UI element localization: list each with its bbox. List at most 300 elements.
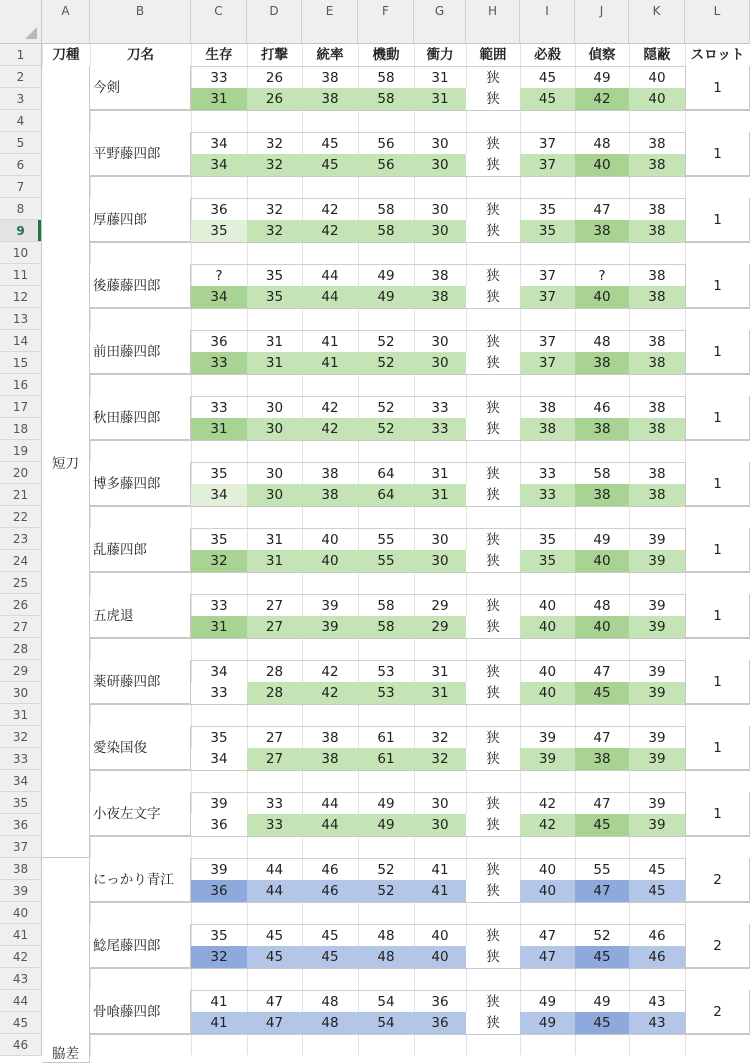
stat-cell-base[interactable]: 47 [247, 990, 302, 1012]
stat-cell-current[interactable]: 56 [358, 154, 414, 176]
stat-cell-current[interactable]: 42 [302, 220, 358, 242]
stat-cell-current[interactable]: 39 [629, 814, 685, 836]
stat-cell-base[interactable]: 31 [414, 66, 466, 88]
column-header-D[interactable]: D [247, 0, 302, 44]
stat-cell-current[interactable]: 53 [358, 682, 414, 704]
stat-cell-current[interactable]: 42 [302, 682, 358, 704]
row-header-15[interactable]: 15 [0, 352, 42, 374]
stat-cell-base[interactable]: 52 [358, 858, 414, 880]
stat-cell-base[interactable]: 41 [302, 330, 358, 352]
stat-cell-base[interactable]: 30 [414, 132, 466, 154]
stat-cell-base[interactable]: 30 [247, 396, 302, 418]
stat-cell-base[interactable]: 58 [358, 66, 414, 88]
stat-cell-current[interactable]: 44 [302, 814, 358, 836]
row-header-38[interactable]: 38 [0, 858, 42, 880]
stat-cell-base[interactable]: 36 [414, 990, 466, 1012]
sword-name[interactable]: 後藤藤四郎 [90, 264, 191, 308]
stat-cell-current[interactable]: 41 [302, 352, 358, 374]
stat-cell-current[interactable]: 41 [191, 1012, 247, 1034]
stat-cell-current[interactable]: 40 [575, 550, 629, 572]
stat-cell-current[interactable]: 狭 [466, 286, 520, 308]
slot-count[interactable]: 1 [685, 66, 750, 110]
sword-name[interactable]: 厚藤四郎 [90, 198, 191, 242]
stat-cell-current[interactable]: 35 [191, 220, 247, 242]
stat-cell-base[interactable]: 35 [191, 462, 247, 484]
stat-cell-current[interactable]: 38 [629, 352, 685, 374]
stat-cell-current[interactable]: 45 [629, 880, 685, 902]
column-header-F[interactable]: F [358, 0, 414, 44]
stat-cell-base[interactable]: 38 [629, 330, 685, 352]
stat-cell-base[interactable]: 45 [302, 924, 358, 946]
stat-cell-base[interactable]: 30 [414, 198, 466, 220]
stat-cell-current[interactable]: 狭 [466, 418, 520, 440]
stat-cell-base[interactable]: ? [575, 264, 629, 286]
slot-count[interactable]: 1 [685, 528, 750, 572]
stat-cell-base[interactable]: 31 [414, 660, 466, 682]
row-header-22[interactable]: 22 [0, 506, 42, 528]
stat-cell-base[interactable]: 46 [629, 924, 685, 946]
stat-cell-base[interactable]: 狭 [466, 990, 520, 1012]
stat-cell-base[interactable]: 38 [629, 396, 685, 418]
row-header-13[interactable]: 13 [0, 308, 42, 330]
stat-cell-base[interactable]: 37 [520, 132, 575, 154]
stat-cell-current[interactable]: 45 [575, 814, 629, 836]
stat-cell-base[interactable]: 31 [247, 528, 302, 550]
stat-cell-current[interactable]: 38 [629, 286, 685, 308]
stat-cell-current[interactable]: 45 [575, 946, 629, 968]
row-header-42[interactable]: 42 [0, 946, 42, 968]
sword-type-wakizashi[interactable]: 脇差 [42, 858, 90, 1063]
stat-cell-current[interactable]: 37 [520, 154, 575, 176]
sword-name[interactable]: 骨喰藤四郎 [90, 990, 191, 1034]
column-header-C[interactable]: C [191, 0, 247, 44]
stat-cell-base[interactable]: 30 [247, 462, 302, 484]
stat-cell-current[interactable]: 33 [247, 814, 302, 836]
stat-cell-current[interactable]: 38 [629, 418, 685, 440]
stat-cell-current[interactable]: 47 [247, 1012, 302, 1034]
slot-count[interactable]: 1 [685, 330, 750, 374]
stat-cell-current[interactable]: 54 [358, 1012, 414, 1034]
select-all-corner[interactable] [0, 0, 42, 44]
stat-cell-current[interactable]: 29 [414, 616, 466, 638]
slot-count[interactable]: 1 [685, 198, 750, 242]
stat-cell-base[interactable]: 27 [247, 726, 302, 748]
stat-cell-current[interactable]: 31 [191, 418, 247, 440]
stat-cell-base[interactable]: 40 [414, 924, 466, 946]
stat-cell-current[interactable]: 33 [414, 418, 466, 440]
stat-cell-base[interactable]: 48 [575, 594, 629, 616]
column-header-B[interactable]: B [90, 0, 191, 44]
stat-cell-current[interactable]: 44 [302, 286, 358, 308]
stat-cell-base[interactable]: 狭 [466, 660, 520, 682]
sword-name[interactable]: 薬研藤四郎 [90, 660, 191, 704]
stat-cell-current[interactable]: 32 [191, 550, 247, 572]
row-header-43[interactable]: 43 [0, 968, 42, 990]
stat-cell-current[interactable]: 42 [575, 88, 629, 110]
stat-cell-base[interactable]: 38 [520, 396, 575, 418]
stat-cell-base[interactable]: 49 [575, 66, 629, 88]
row-header-33[interactable]: 33 [0, 748, 42, 770]
row-header-32[interactable]: 32 [0, 726, 42, 748]
stat-cell-current[interactable]: 48 [358, 946, 414, 968]
stat-cell-current[interactable]: 52 [358, 418, 414, 440]
stat-cell-current[interactable]: 狭 [466, 682, 520, 704]
stat-cell-base[interactable]: 49 [520, 990, 575, 1012]
row-header-40[interactable]: 40 [0, 902, 42, 924]
stat-cell-base[interactable]: 40 [302, 528, 358, 550]
stat-cell-current[interactable]: 30 [414, 154, 466, 176]
stat-cell-current[interactable]: 37 [520, 352, 575, 374]
stat-cell-current[interactable]: 30 [247, 418, 302, 440]
stat-cell-base[interactable]: 47 [575, 792, 629, 814]
stat-cell-base[interactable]: 狭 [466, 462, 520, 484]
stat-cell-current[interactable]: 狭 [466, 616, 520, 638]
slot-count[interactable]: 1 [685, 594, 750, 638]
column-header-J[interactable]: J [575, 0, 629, 44]
stat-cell-current[interactable]: 44 [247, 880, 302, 902]
stat-cell-base[interactable]: 52 [358, 330, 414, 352]
row-header-3[interactable]: 3 [0, 88, 42, 110]
row-header-45[interactable]: 45 [0, 1012, 42, 1034]
stat-cell-current[interactable]: 37 [520, 286, 575, 308]
stat-cell-base[interactable]: 48 [575, 330, 629, 352]
stat-cell-base[interactable]: 58 [575, 462, 629, 484]
slot-count[interactable]: 1 [685, 396, 750, 440]
stat-cell-current[interactable]: 36 [414, 1012, 466, 1034]
stat-cell-base[interactable]: ? [191, 264, 247, 286]
stat-cell-current[interactable]: 34 [191, 484, 247, 506]
stat-cell-base[interactable]: 38 [629, 132, 685, 154]
stat-cell-base[interactable]: 狭 [466, 792, 520, 814]
stat-cell-base[interactable]: 48 [575, 132, 629, 154]
stat-cell-current[interactable]: 36 [191, 814, 247, 836]
stat-cell-current[interactable]: 33 [520, 484, 575, 506]
stat-cell-current[interactable]: 27 [247, 748, 302, 770]
stat-cell-base[interactable]: 41 [191, 990, 247, 1012]
stat-cell-base[interactable]: 49 [358, 792, 414, 814]
slot-count[interactable]: 2 [685, 990, 750, 1034]
stat-cell-base[interactable]: 46 [302, 858, 358, 880]
stat-cell-base[interactable]: 狭 [466, 198, 520, 220]
stat-cell-current[interactable]: 38 [520, 418, 575, 440]
row-header-29[interactable]: 29 [0, 660, 42, 682]
stat-cell-base[interactable]: 43 [629, 990, 685, 1012]
stat-cell-current[interactable]: 32 [191, 946, 247, 968]
sword-name[interactable]: 前田藤四郎 [90, 330, 191, 374]
stat-cell-current[interactable]: 狭 [466, 220, 520, 242]
stat-cell-current[interactable]: 31 [247, 352, 302, 374]
sword-name[interactable]: 愛染国俊 [90, 726, 191, 770]
row-header-21[interactable]: 21 [0, 484, 42, 506]
stat-cell-current[interactable]: 58 [358, 220, 414, 242]
stat-cell-current[interactable]: 46 [302, 880, 358, 902]
stat-cell-base[interactable]: 38 [629, 264, 685, 286]
stat-cell-base[interactable]: 46 [575, 396, 629, 418]
stat-cell-current[interactable]: 31 [191, 616, 247, 638]
stat-cell-current[interactable]: 狭 [466, 814, 520, 836]
stat-cell-base[interactable]: 39 [191, 858, 247, 880]
stat-cell-current[interactable]: 32 [247, 154, 302, 176]
stat-cell-base[interactable]: 29 [414, 594, 466, 616]
stat-cell-base[interactable]: 45 [302, 132, 358, 154]
stat-cell-current[interactable]: 35 [247, 286, 302, 308]
stat-cell-current[interactable]: 38 [575, 418, 629, 440]
slot-count[interactable]: 1 [685, 132, 750, 176]
stat-cell-base[interactable]: 38 [302, 726, 358, 748]
stat-cell-base[interactable]: 37 [520, 264, 575, 286]
stat-cell-base[interactable]: 39 [629, 726, 685, 748]
stat-cell-base[interactable]: 33 [247, 792, 302, 814]
stat-cell-current[interactable]: 38 [414, 286, 466, 308]
column-header-H[interactable]: H [466, 0, 520, 44]
row-header-44[interactable]: 44 [0, 990, 42, 1012]
stat-cell-base[interactable]: 47 [575, 726, 629, 748]
stat-cell-base[interactable]: 30 [414, 330, 466, 352]
stat-cell-base[interactable]: 42 [302, 396, 358, 418]
stat-cell-current[interactable]: 狭 [466, 550, 520, 572]
column-title-0[interactable]: 刀種 [52, 47, 80, 63]
stat-cell-current[interactable]: 38 [575, 220, 629, 242]
stat-cell-base[interactable]: 49 [575, 528, 629, 550]
row-header-31[interactable]: 31 [0, 704, 42, 726]
stat-cell-base[interactable]: 35 [191, 924, 247, 946]
stat-cell-base[interactable]: 58 [358, 594, 414, 616]
stat-cell-base[interactable]: 32 [247, 198, 302, 220]
stat-cell-base[interactable]: 34 [191, 132, 247, 154]
row-header-27[interactable]: 27 [0, 616, 42, 638]
slot-count[interactable]: 1 [685, 726, 750, 770]
stat-cell-current[interactable]: 46 [629, 946, 685, 968]
column-title-1[interactable]: 刀名 [127, 47, 154, 63]
slot-count[interactable]: 2 [685, 924, 750, 968]
stat-cell-base[interactable]: 狭 [466, 858, 520, 880]
stat-cell-current[interactable]: 40 [575, 286, 629, 308]
stat-cell-base[interactable]: 32 [247, 132, 302, 154]
stat-cell-base[interactable]: 53 [358, 660, 414, 682]
stat-cell-current[interactable]: 28 [247, 682, 302, 704]
stat-cell-current[interactable]: 58 [358, 88, 414, 110]
stat-cell-current[interactable]: 狭 [466, 946, 520, 968]
stat-cell-current[interactable]: 39 [629, 550, 685, 572]
stat-cell-current[interactable]: 45 [520, 88, 575, 110]
stat-cell-current[interactable]: 38 [629, 154, 685, 176]
stat-cell-base[interactable]: 36 [191, 330, 247, 352]
row-header-9[interactable]: 9 [0, 220, 42, 242]
stat-cell-base[interactable]: 45 [520, 66, 575, 88]
stat-cell-current[interactable]: 39 [629, 682, 685, 704]
row-header-46[interactable]: 46 [0, 1034, 42, 1056]
stat-cell-current[interactable]: 31 [414, 88, 466, 110]
row-header-41[interactable]: 41 [0, 924, 42, 946]
row-header-19[interactable]: 19 [0, 440, 42, 462]
stat-cell-current[interactable]: 48 [302, 1012, 358, 1034]
stat-cell-current[interactable]: 39 [302, 616, 358, 638]
column-title-6[interactable]: 衝力 [426, 47, 454, 63]
column-header-A[interactable]: A [42, 0, 90, 44]
stat-cell-base[interactable]: 狭 [466, 330, 520, 352]
stat-cell-base[interactable]: 37 [520, 330, 575, 352]
row-header-23[interactable]: 23 [0, 528, 42, 550]
stat-cell-current[interactable]: 31 [414, 682, 466, 704]
stat-cell-current[interactable]: 40 [414, 946, 466, 968]
row-header-17[interactable]: 17 [0, 396, 42, 418]
stat-cell-base[interactable]: 42 [520, 792, 575, 814]
stat-cell-current[interactable]: 45 [302, 154, 358, 176]
stat-cell-base[interactable]: 39 [520, 726, 575, 748]
stat-cell-current[interactable]: 39 [520, 748, 575, 770]
row-header-36[interactable]: 36 [0, 814, 42, 836]
stat-cell-current[interactable]: 36 [191, 880, 247, 902]
stat-cell-base[interactable]: 48 [358, 924, 414, 946]
stat-cell-base[interactable]: 30 [414, 528, 466, 550]
row-header-18[interactable]: 18 [0, 418, 42, 440]
stat-cell-current[interactable]: 30 [414, 352, 466, 374]
stat-cell-base[interactable]: 33 [191, 66, 247, 88]
stat-cell-current[interactable]: 39 [629, 616, 685, 638]
column-title-2[interactable]: 生存 [205, 47, 233, 63]
stat-cell-base[interactable]: 狭 [466, 726, 520, 748]
stat-cell-current[interactable]: 49 [358, 814, 414, 836]
column-title-4[interactable]: 統率 [316, 47, 344, 63]
stat-cell-current[interactable]: 42 [302, 418, 358, 440]
column-header-I[interactable]: I [520, 0, 575, 44]
stat-cell-base[interactable]: 35 [520, 528, 575, 550]
stat-cell-base[interactable]: 55 [575, 858, 629, 880]
row-header-34[interactable]: 34 [0, 770, 42, 792]
stat-cell-base[interactable]: 49 [575, 990, 629, 1012]
stat-cell-current[interactable]: 狭 [466, 880, 520, 902]
column-title-8[interactable]: 必殺 [534, 47, 561, 63]
slot-count[interactable]: 1 [685, 660, 750, 704]
stat-cell-current[interactable]: 狭 [466, 154, 520, 176]
stat-cell-current[interactable]: 47 [575, 880, 629, 902]
stat-cell-base[interactable]: 36 [191, 198, 247, 220]
stat-cell-current[interactable]: 39 [629, 748, 685, 770]
stat-cell-base[interactable]: 26 [247, 66, 302, 88]
stat-cell-base[interactable]: 38 [414, 264, 466, 286]
stat-cell-base[interactable]: 47 [575, 198, 629, 220]
stat-cell-base[interactable]: 28 [247, 660, 302, 682]
stat-cell-base[interactable]: 47 [575, 660, 629, 682]
stat-cell-current[interactable]: 42 [520, 814, 575, 836]
stat-cell-current[interactable]: 38 [302, 484, 358, 506]
stat-cell-base[interactable]: 39 [191, 792, 247, 814]
stat-cell-current[interactable]: 34 [191, 748, 247, 770]
stat-cell-base[interactable]: 61 [358, 726, 414, 748]
stat-cell-current[interactable]: 40 [575, 154, 629, 176]
stat-cell-current[interactable]: 40 [520, 682, 575, 704]
stat-cell-base[interactable]: 58 [358, 198, 414, 220]
stat-cell-current[interactable]: 61 [358, 748, 414, 770]
stat-cell-base[interactable]: 40 [520, 858, 575, 880]
sword-name[interactable]: 鯰尾藤四郎 [90, 924, 191, 968]
stat-cell-base[interactable]: 39 [629, 594, 685, 616]
stat-cell-current[interactable]: 33 [191, 352, 247, 374]
stat-cell-base[interactable]: 狭 [466, 264, 520, 286]
stat-cell-current[interactable]: 34 [191, 286, 247, 308]
row-header-6[interactable]: 6 [0, 154, 42, 176]
column-title-9[interactable]: 偵察 [588, 47, 616, 63]
stat-cell-base[interactable]: 54 [358, 990, 414, 1012]
slot-count[interactable]: 2 [685, 858, 750, 902]
stat-cell-base[interactable]: 35 [247, 264, 302, 286]
sword-name[interactable]: 乱藤四郎 [90, 528, 191, 572]
stat-cell-current[interactable]: 32 [247, 220, 302, 242]
stat-cell-current[interactable]: 38 [629, 220, 685, 242]
stat-cell-base[interactable]: 39 [629, 660, 685, 682]
slot-count[interactable]: 1 [685, 462, 750, 506]
stat-cell-base[interactable]: 31 [247, 330, 302, 352]
stat-cell-current[interactable]: 40 [520, 616, 575, 638]
stat-cell-base[interactable]: 30 [414, 792, 466, 814]
row-header-24[interactable]: 24 [0, 550, 42, 572]
stat-cell-base[interactable]: 33 [191, 594, 247, 616]
stat-cell-base[interactable]: 35 [520, 198, 575, 220]
slot-count[interactable]: 1 [685, 792, 750, 836]
stat-cell-base[interactable]: 40 [520, 660, 575, 682]
column-title-10[interactable]: 隠蔽 [643, 47, 671, 63]
row-header-12[interactable]: 12 [0, 286, 42, 308]
stat-cell-base[interactable]: 55 [358, 528, 414, 550]
sword-name[interactable]: 小夜左文字 [90, 792, 191, 836]
stat-cell-base[interactable]: 38 [302, 462, 358, 484]
row-header-37[interactable]: 37 [0, 836, 42, 858]
row-header-39[interactable]: 39 [0, 880, 42, 902]
stat-cell-current[interactable]: 30 [247, 484, 302, 506]
stat-cell-base[interactable]: 45 [629, 858, 685, 880]
stat-cell-base[interactable]: 31 [414, 462, 466, 484]
stat-cell-base[interactable]: 狭 [466, 66, 520, 88]
column-header-K[interactable]: K [629, 0, 685, 44]
stat-cell-current[interactable]: 27 [247, 616, 302, 638]
stat-cell-current[interactable]: 43 [629, 1012, 685, 1034]
stat-cell-current[interactable]: 35 [520, 550, 575, 572]
stat-cell-base[interactable]: 34 [191, 660, 247, 682]
stat-cell-current[interactable]: 38 [629, 484, 685, 506]
sword-name[interactable]: 秋田藤四郎 [90, 396, 191, 440]
stat-cell-base[interactable]: 41 [414, 858, 466, 880]
stat-cell-current[interactable]: 30 [414, 814, 466, 836]
stat-cell-base[interactable]: 40 [629, 66, 685, 88]
stat-cell-current[interactable]: 45 [575, 682, 629, 704]
column-header-L[interactable]: L [685, 0, 750, 44]
stat-cell-current[interactable]: 58 [358, 616, 414, 638]
stat-cell-current[interactable]: 38 [302, 88, 358, 110]
stat-cell-base[interactable]: 27 [247, 594, 302, 616]
stat-cell-current[interactable]: 狭 [466, 1012, 520, 1034]
stat-cell-base[interactable]: 33 [520, 462, 575, 484]
stat-cell-base[interactable]: 45 [247, 924, 302, 946]
stat-cell-current[interactable]: 52 [358, 352, 414, 374]
stat-cell-base[interactable]: 33 [191, 396, 247, 418]
sword-name[interactable]: 平野藤四郎 [90, 132, 191, 176]
row-header-25[interactable]: 25 [0, 572, 42, 594]
stat-cell-base[interactable]: 35 [191, 528, 247, 550]
stat-cell-current[interactable]: 49 [520, 1012, 575, 1034]
stat-cell-current[interactable]: 30 [414, 550, 466, 572]
row-header-26[interactable]: 26 [0, 594, 42, 616]
stat-cell-base[interactable]: 39 [302, 594, 358, 616]
stat-cell-base[interactable]: 42 [302, 198, 358, 220]
stat-cell-current[interactable]: 45 [247, 946, 302, 968]
stat-cell-base[interactable]: 48 [302, 990, 358, 1012]
stat-cell-current[interactable]: 45 [575, 1012, 629, 1034]
stat-cell-base[interactable]: 33 [414, 396, 466, 418]
stat-cell-base[interactable]: 42 [302, 660, 358, 682]
row-header-2[interactable]: 2 [0, 66, 42, 88]
stat-cell-current[interactable]: 38 [575, 748, 629, 770]
row-header-5[interactable]: 5 [0, 132, 42, 154]
